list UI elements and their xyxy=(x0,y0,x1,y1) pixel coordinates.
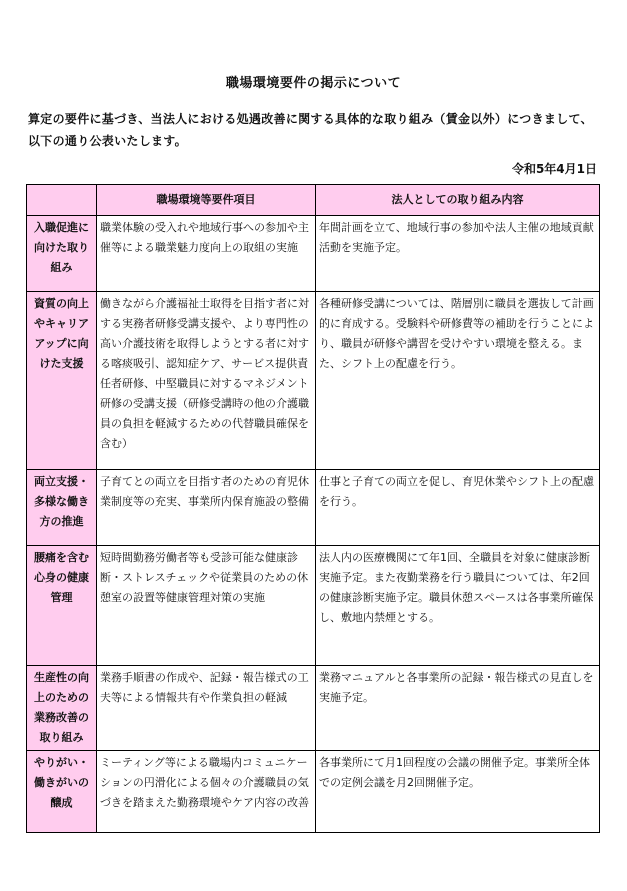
row-action: 各事業所にて月1回程度の会議の開催予定。事業所全体での定例会議を月2回開催予定。 xyxy=(316,751,600,833)
row-requirement: 子育てとの両立を目指す者のための育児休業制度等の充実、事業所内保育施設の整備 xyxy=(97,470,316,546)
publish-date: 令和5年4月1日 xyxy=(511,162,597,176)
table-row xyxy=(27,216,600,292)
row-category: 生産性の向上のための業務改善の取り組み xyxy=(27,666,97,751)
row-action: 業務マニュアルと各事業所の記録・報告様式の見直しを実施予定。 xyxy=(316,666,600,751)
intro-paragraph: 算定の要件に基づき、当法人における処遇改善に関する具体的な取り組み（賃金以外）につきまして、以下の通り公表いたします。 xyxy=(28,112,593,148)
header-requirement: 職場環境等要件項目 xyxy=(97,185,316,216)
row-category: 腰痛を含む心身の健康管理 xyxy=(27,546,97,666)
table-header-row xyxy=(27,185,600,216)
table-row xyxy=(27,751,600,833)
header-action: 法人としての取り組み内容 xyxy=(316,185,600,216)
table-row xyxy=(27,470,600,546)
requirements-table xyxy=(26,184,600,833)
table-row xyxy=(27,666,600,751)
document-title: 職場環境要件の掲示について xyxy=(225,76,402,91)
table-row xyxy=(27,546,600,666)
header-category xyxy=(27,185,97,216)
row-requirement: 短時間勤務労働者等も受診可能な健康診断・ストレスチェックや従業員のための休憩室の設置等健康管理対策の実施 xyxy=(97,546,316,666)
row-requirement: ミーティング等による職場内コミュニケーションの円滑化による個々の介護職員の気づきを踏まえた勤務環境やケア内容の改善 xyxy=(97,751,316,833)
row-action: 年間計画を立て、地域行事の参加や法人主催の地域貢献活動を実施予定。 xyxy=(316,216,600,292)
row-action: 法人内の医療機関にて年1回、全職員を対象に健康診断実施予定。また夜勤業務を行う職員については、年2回の健康診断実施予定。職員休憩スペースは各事業所確保し、敷地内禁煙とする。 xyxy=(316,546,600,666)
row-requirement: 働きながら介護福祉士取得を目指す者に対する実務者研修受講支援や、より専門性の高い介護技術を取得しようとする者に対する喀痰吸引、認知症ケア、サービス提供責任者研修、中堅職員に対するマネジメント研修の受講支援（研修受講時の他の介護職員の負担を軽減するための代替職員確保を含む） xyxy=(97,292,316,470)
row-requirement: 職業体験の受入れや地域行事への参加や主催等による職業魅力度向上の取組の実施 xyxy=(97,216,316,292)
row-action: 各種研修受講については、階層別に職員を選抜して計画的に育成する。受験料や研修費等の補助を行うことにより、職員が研修や講習を受けやすい環境を整える。また、シフト上の配慮を行う。 xyxy=(316,292,600,470)
row-requirement: 業務手順書の作成や、記録・報告様式の工夫等による情報共有や作業負担の軽減 xyxy=(97,666,316,751)
row-category: 両立支援・多様な働き方の推進 xyxy=(27,470,97,546)
row-category: やりがい・働きがいの醸成 xyxy=(27,751,97,833)
row-category: 資質の向上やキャリアアップに向けた支援 xyxy=(27,292,97,470)
row-category: 入職促進に向けた取り組み xyxy=(27,216,97,292)
table-row xyxy=(27,292,600,470)
row-action: 仕事と子育ての両立を促し、育児休業やシフト上の配慮を行う。 xyxy=(316,470,600,546)
